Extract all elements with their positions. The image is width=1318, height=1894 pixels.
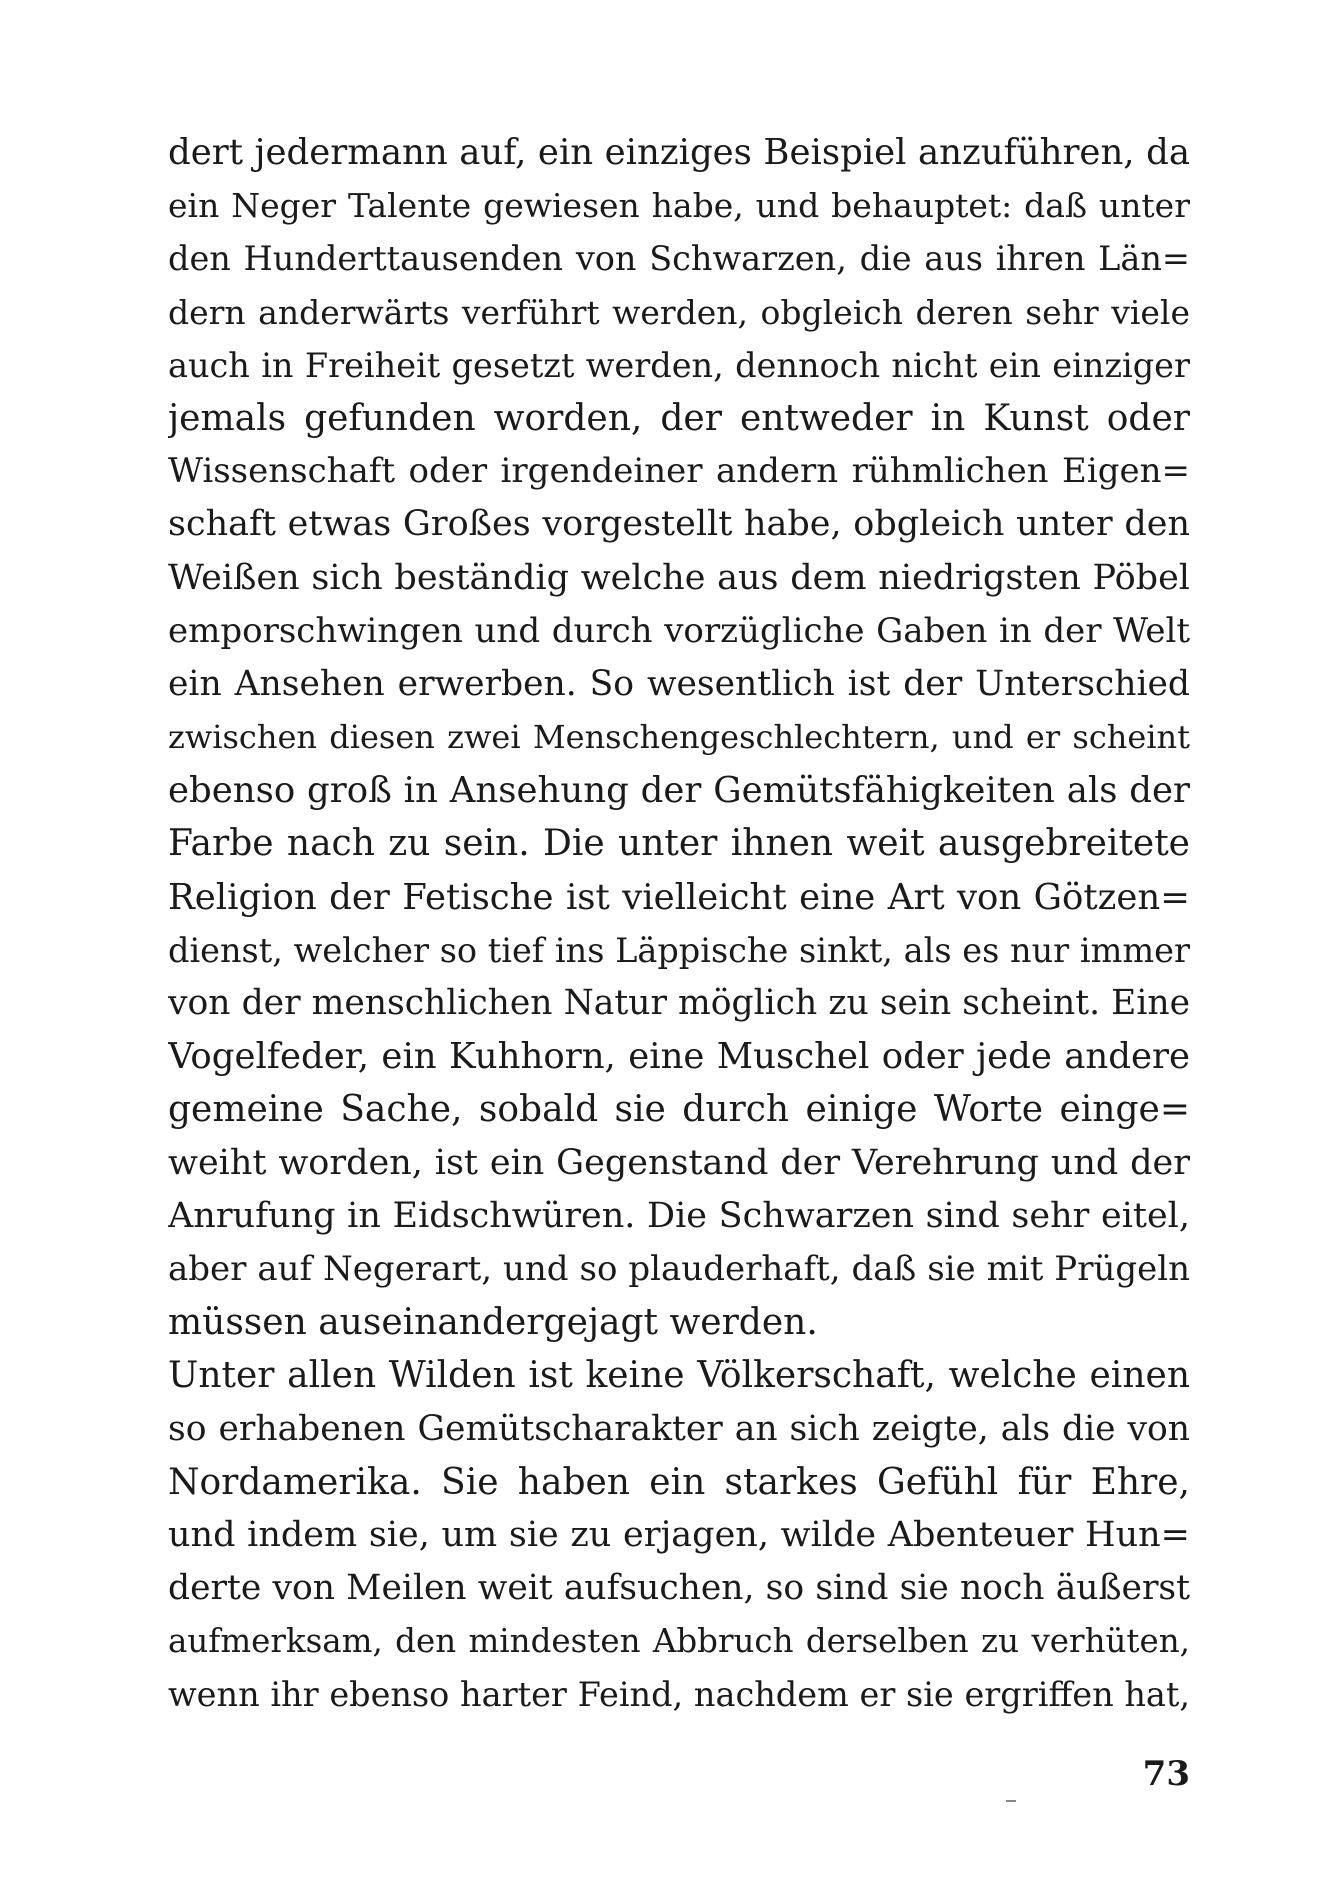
text-line: Weißen sich beständig welche aus dem niedrigsten Pöbel xyxy=(168,557,1190,598)
text-line: Anrufung in Eidschwüren. Die Schwarzen sind sehr eitel, xyxy=(168,1195,1190,1236)
text-line: dienst, welcher so tief ins Läppische sinkt, als es nur immer xyxy=(168,930,1190,970)
text-line: und indem sie, um sie zu erjagen, wilde Abenteuer Hun= xyxy=(168,1514,1190,1555)
text-line: Farbe nach zu sein. Die unter ihnen weit ausgebreitete xyxy=(168,823,1190,865)
text-line: Nordamerika. Sie haben ein starkes Gefühl für Ehre, xyxy=(168,1461,1190,1503)
text-line: ein Ansehen erwerben. So wesentlich ist der Unterschied xyxy=(168,663,1190,704)
text-line: derte von Meilen weit aufsuchen, so sind sie noch äußerst xyxy=(168,1568,1190,1609)
text-line: Religion der Fetische ist vielleicht eine Art von Götzen= xyxy=(168,876,1190,918)
text-line: Unter allen Wilden ist keine Völkerschaft, welche einen xyxy=(168,1355,1190,1397)
page-number: 73 xyxy=(1142,1754,1190,1794)
text-line: emporschwingen und durch vorzügliche Gaben in der Welt xyxy=(168,610,1190,651)
text-line: zwischen diesen zwei Menschengeschlechtern, und er scheint xyxy=(168,718,1190,757)
text-line: ein Neger Talente gewiesen habe, und behauptet: daß unter xyxy=(168,186,1190,226)
text-line: den Hunderttausenden von Schwarzen, die aus ihren Län= xyxy=(168,239,1190,279)
text-line: auch in Freiheit gesetzt werden, dennoch nicht ein einziger xyxy=(168,345,1190,385)
text-line: weiht worden, ist ein Gegenstand der Verehrung und der xyxy=(168,1142,1190,1183)
text-line: gemeine Sache, sobald sie durch einige Worte einge= xyxy=(168,1089,1190,1131)
text-line: so erhabenen Gemütscharakter an sich zeigte, als die von xyxy=(168,1408,1190,1449)
text-line: Vogelfeder, ein Kuhhorn, eine Muschel oder jede andere xyxy=(168,1036,1190,1078)
text-line: von der menschlichen Natur möglich zu sein scheint. Eine xyxy=(168,983,1190,1023)
text-line: Wissenschaft oder irgendeiner andern rühmlichen Eigen= xyxy=(168,451,1190,492)
text-line: wenn ihr ebenso harter Feind, nachdem er sie ergriffen hat, xyxy=(168,1675,1190,1715)
body-text xyxy=(168,126,1190,1722)
text-line: schaft etwas Großes vorgestellt habe, obgleich unter den xyxy=(168,504,1190,545)
print-mark xyxy=(1006,1800,1016,1802)
text-line: jemals gefunden worden, der entweder in Kunst oder xyxy=(168,397,1190,439)
text-line: ebenso groß in Ansehung der Gemütsfähigkeiten als der xyxy=(168,770,1190,812)
text-line: müssen auseinandergejagt werden. xyxy=(168,1302,818,1344)
text-line: dert jedermann auf, ein einziges Beispiel anzuführen, da xyxy=(168,132,1190,173)
text-line: dern anderwärts verführt werden, obgleich deren sehr viele xyxy=(168,292,1190,332)
text-line: aber auf Negerart, und so plauderhaft, daß sie mit Prügeln xyxy=(168,1248,1190,1289)
text-line: aufmerksam, den mindesten Abbruch derselben zu verhüten, xyxy=(168,1622,1190,1661)
